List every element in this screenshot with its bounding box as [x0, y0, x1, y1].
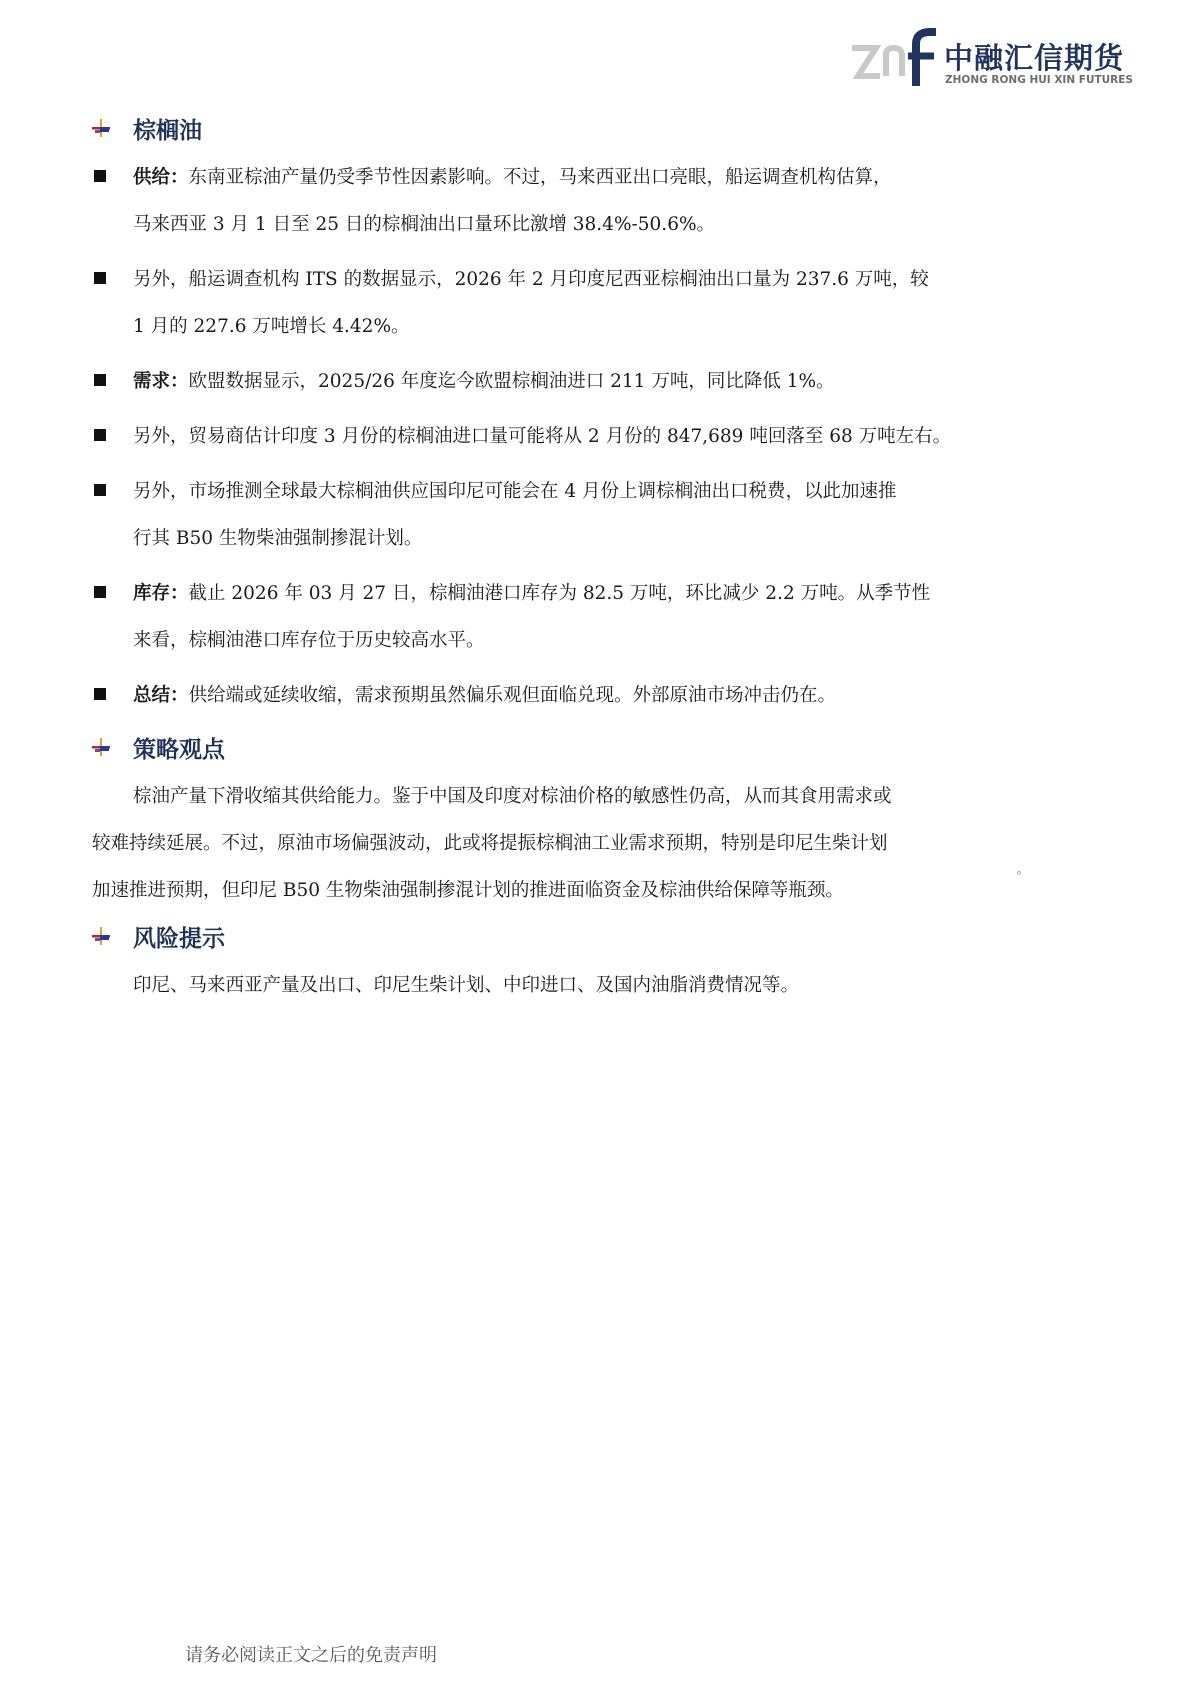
square-bullet-icon	[94, 272, 106, 284]
section-title: 棕榈油	[133, 118, 202, 144]
bullet-text: 马来西亚 3 月 1 日至 25 日的棕榈油出口量环比激增 38.4%-50.6%。	[133, 214, 716, 235]
square-bullet-icon	[94, 484, 106, 496]
bullet-export-tax	[92, 468, 1012, 562]
diamond-bullet-icon	[92, 738, 110, 756]
section-title: 策略观点	[133, 737, 225, 763]
section-title: 风险提示	[133, 926, 225, 952]
bullet-text: 另外，市场推测全球最大棕榈油供应国印尼可能会在 4 月份上调棕榈油出口税费，以此加速推	[133, 481, 897, 502]
square-bullet-icon	[94, 586, 106, 598]
bullet-text: 另外，贸易商估计印度 3 月份的棕榈油进口量可能将从 2 月份的 847,689 吨回落至 68 万吨左右。	[133, 426, 952, 447]
document-body	[92, 108, 1012, 1009]
bullet-india-import	[92, 413, 1012, 460]
bullet-text: 欧盟数据显示，2025/26 年度迄今欧盟棕榈油进口 211 万吨，同比降低 1%。	[188, 371, 835, 392]
square-bullet-icon	[94, 429, 106, 441]
bullet-text: 1 月的 227.6 万吨增长 4.42%。	[133, 316, 410, 337]
paragraph-line: 加速推进预期，但印尼 B50 生物柴油强制掺混计划的推进面临资金及棕油供给保障等瓶颈。	[92, 880, 844, 901]
bullet-inventory	[92, 570, 1012, 664]
paragraph-line: 印尼、马来西亚产量及出口、印尼生柴计划、中印进口、及国内油脂消费情况等。	[133, 975, 800, 996]
section-heading-palm	[92, 108, 1012, 154]
strategy-paragraph	[92, 773, 1012, 914]
bullet-demand	[92, 358, 1012, 405]
diamond-bullet-icon	[92, 927, 110, 945]
section-heading-risk	[92, 916, 1012, 962]
bullet-text: 另外，船运调查机构 ITS 的数据显示，2026 年 2 月印度尼西亚棕榈油出口量为 237.6 万吨，较	[133, 269, 929, 290]
paragraph-line: 棕油产量下滑收缩其供给能力。鉴于中国及印度对棕油价格的敏感性仍高，从而其食用需求或	[133, 786, 892, 807]
logo-english-name: ZHONG RONG HUI XIN FUTURES	[945, 74, 1133, 86]
bullet-label: 库存：	[133, 583, 189, 604]
bullet-supply	[92, 154, 1012, 248]
bullet-label: 供给：	[133, 167, 189, 188]
bullet-text: 来看，棕榈油港口库存位于历史较高水平。	[133, 630, 485, 651]
stray-mark: 。	[1017, 863, 1028, 876]
diamond-bullet-icon	[92, 119, 110, 137]
risk-paragraph	[92, 962, 1012, 1009]
bullet-text: 东南亚棕油产量仍受季节性因素影响。不过，马来西亚出口亮眼，船运调查机构估算，	[188, 167, 892, 188]
square-bullet-icon	[94, 688, 106, 700]
section-heading-strategy	[92, 727, 1012, 773]
square-bullet-icon	[94, 170, 106, 182]
bullet-label: 总结：	[133, 685, 189, 706]
bullet-indonesia-export	[92, 256, 1012, 350]
bullet-text: 截止 2026 年 03 月 27 日，棕榈油港口库存为 82.5 万吨，环比减少 2.2 万吨。从季节性	[188, 583, 931, 604]
logo-chinese-name: 中融汇信期货	[944, 41, 1125, 75]
square-bullet-icon	[94, 374, 106, 386]
znf-logo-icon	[850, 26, 938, 90]
bullet-text: 行其 B50 生物柴油强制掺混计划。	[133, 528, 423, 549]
company-logo	[850, 26, 1150, 90]
bullet-text: 供给端或延续收缩，需求预期虽然偏乐观但面临兑现。外部原油市场冲击仍在。	[188, 685, 837, 706]
footer-disclaimer: 请务必阅读正文之后的免责声明	[185, 1645, 437, 1666]
paragraph-line: 较难持续延展。不过，原油市场偏强波动，此或将提振棕榈油工业需求预期，特别是印尼生柴计划	[92, 833, 888, 854]
bullet-label: 需求：	[133, 371, 189, 392]
bullet-summary	[92, 672, 1012, 719]
